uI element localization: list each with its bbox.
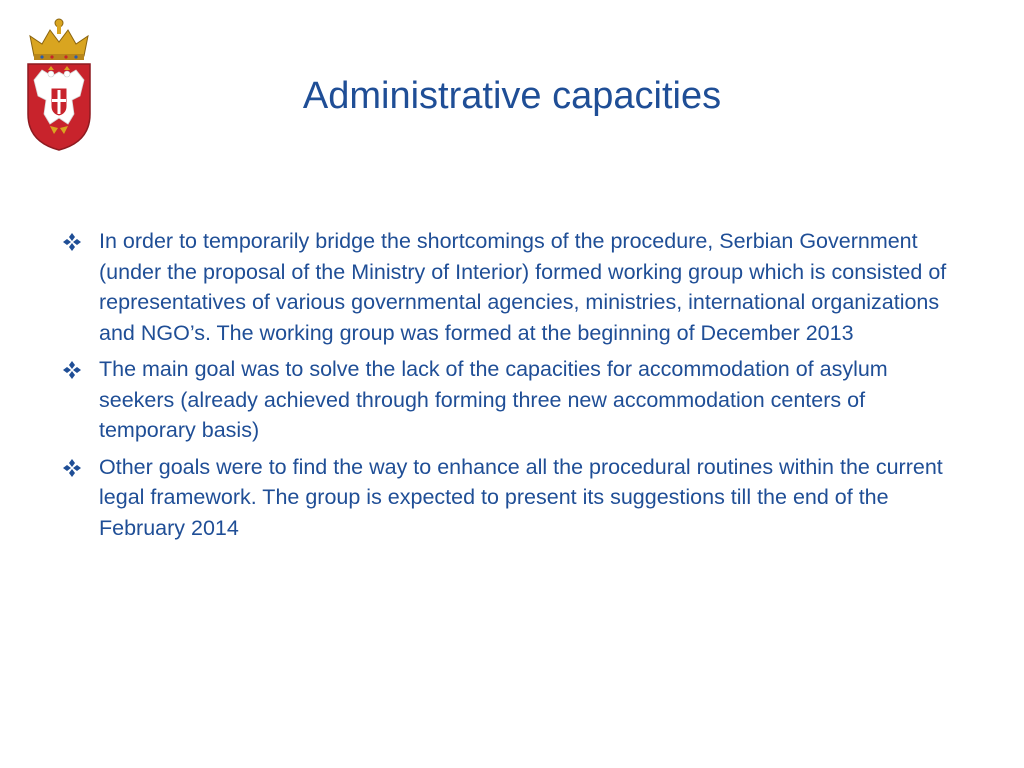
bullet-text: In order to temporarily bridge the shortcomings of the procedure, Serbian Government (under the proposal of the Ministry of Interior) formed working group which is consisted of representatives of various governmental agencies, ministries, international organizations and NGO’s. The working group was formed at the beginning of December 2013 [99, 229, 947, 345]
four-diamond-bullet-icon [62, 230, 82, 250]
bullet-item [62, 226, 962, 348]
bullet-item [62, 452, 962, 544]
four-diamond-bullet-icon [62, 358, 82, 378]
slide-content [62, 226, 962, 549]
bullet-text: The main goal was to solve the lack of the capacities for accommodation of asylum seekers (already achieved through forming three new accommodation centers of temporary basis) [99, 357, 888, 442]
four-diamond-bullet-icon [62, 456, 82, 476]
slide-title: Administrative capacities [302, 75, 722, 117]
bullet-item [62, 354, 962, 446]
bullet-list [62, 226, 962, 543]
bullet-text: Other goals were to find the way to enhance all the procedural routines within the current legal framework. The group is expected to present its suggestions till the end of the February 2014 [99, 454, 943, 540]
